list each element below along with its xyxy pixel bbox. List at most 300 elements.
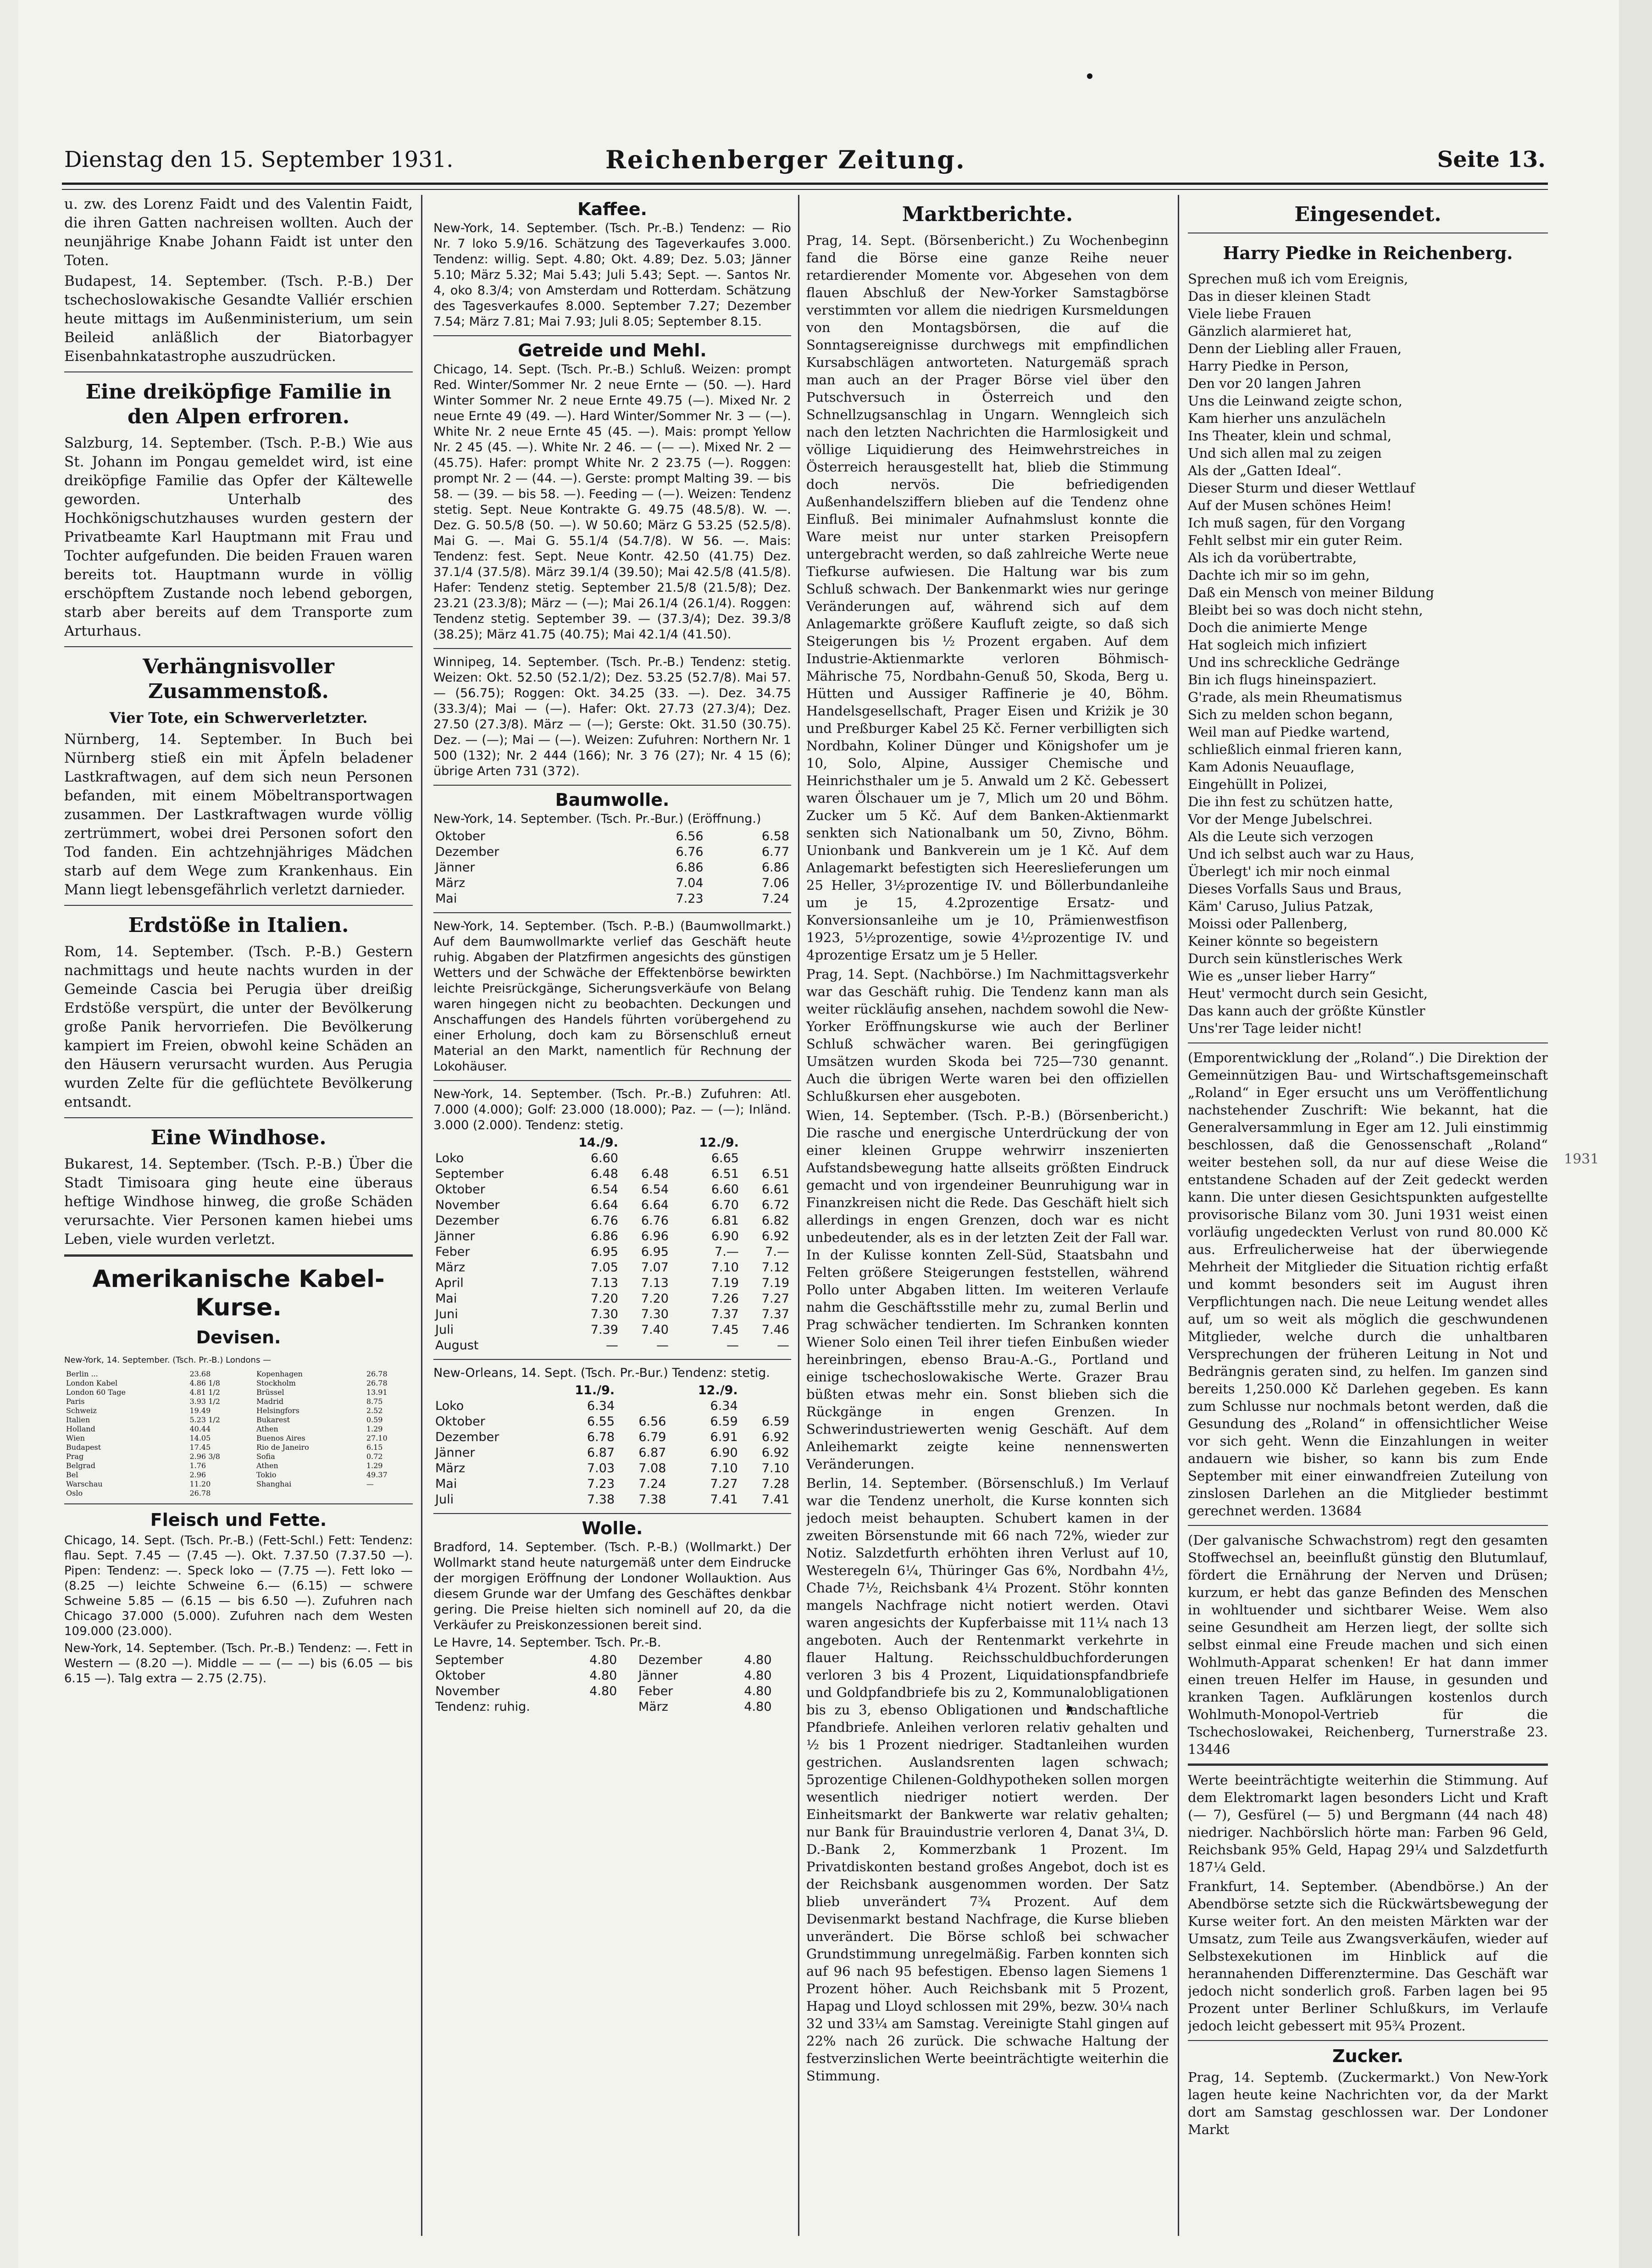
price-table <box>433 1383 791 1508</box>
poem-line: Durch sein künstlerisches Werk <box>1188 951 1403 966</box>
divider <box>433 912 791 913</box>
table-cell: 6.65 <box>711 1151 739 1165</box>
table-cell: 40.44 <box>189 1425 211 1433</box>
table-row <box>433 1492 791 1508</box>
poem-line: Als die Leute sich verzogen <box>1188 829 1374 844</box>
market-text: Chicago, 14. Sept. (Tsch. Pr.-B.) Schluß. Weizen: prompt Red. Winter/Sommer Nr. 2 neue Ernte — (50. —). Hard Winter Sommer Nr. 2 neue Ernte 49.75 (—). Mixed Nr. 2 neue Ernte 49 (49. —). Hard Winter/Sommer Nr. 3 — (—). White Nr. 2 neue Ernte 45 (45. —). Mais: prompt Yellow Nr. 2 45 (45. —). White Nr. 2 46. — (— —). Mixed Nr. 2 — (45.75). Hafer: prompt White Nr. 2 23.75 (—). Roggen: prompt Nr. 2 — (44. —). Gerste: prompt Malting 39. — bis 58. — (39. — bis 58. —). Feeding — (—). Weizen: Tendenz stetig. Sept. Neue Kontrakte G. 49.75 (48.5/8). W. —. Dez. G. 50.5/8 (50. —). W 50.60; März G 53.25 (52.5/8). Mai G. —. Mai G. 55.1/4 (54.7/8). W 56. —. Mais: Tendenz: fest. Sept. Neue Kontr. 42.50 (41.75) Dez. 37.1/4 (37.5/8). März 39.1/4 (39.50); Mai 42.5/8 (41.5/8). Hafer: Tendenz stetig. September 21.5/8 (21.5/8); Dez. 23.21 (23.3/8); März — (—); Mai 26.1/4 (26.1/4). Roggen: Tendenz stetig. September 39. — (37.3/4); Dez. 39.3/8 (38.25); März 41.75 (40.75); Mai 42.1/4 (41.50). <box>433 362 791 642</box>
newspaper-page <box>18 0 1634 2268</box>
notice-roland: (Emporentwicklung der „Roland“.) Die Direktion der Gemeinnützigen Bau- und Wirtschaftsgemeinschaft „Roland“ in Eger ersucht uns um Veröffentlichung nachstehender Zuschrift: Wie bekannt, hat die Generalversammlung in Eger am 12. Juli einstimmig beschlossen, daß die Genossenschaft „Roland“ weiter bestehen soll, da nur auf diese Weise die entstandene Schaden auf der Zeit gedeckt werden kann. Die unter diesen Gesichtspunkten aufgestellte provisorische Bilanz vom 30. Juni 1931 weist einen vorläufig ungedeckten Verlust von rund 80.000 Kč aus. Erfreulicherweise hat der überwiegende Mehrheit der Mitglieder die Situation richtig erfaßt und kommt besonders seit im August ihren Verpflichtungen nach. Die neue Leitung wendet alles auf, um so weit als möglich die geschwundenen Mitglieder, welche durch die unhaltbaren Versprechungen der früheren Leitung in Not und Bedrängnis geraten sind, zu helfen. Im ganzen sind bereits 1,250.000 Kč Darlehen gegeben. Es kann zum Schlusse nur nochmals betont werden, daß die Gesundung des „Roland“ in offensichtlicher Weise vor sich geht. Wenn die Einzahlungen in weiter andauern wie bisher, so kann bis zum Ende September mit einer einwandfreien Zuteilung von zinslosen Darlehen an die Mitglieder bestimmt gerechnet werden. 13684 <box>1188 1050 1548 1519</box>
table-cell: 5.23 1/2 <box>189 1415 220 1424</box>
table-cell: Belgrad <box>66 1461 96 1470</box>
poem-title: Harry Piedke in Reichenberg. <box>1223 243 1513 263</box>
column-header: 12./9. <box>698 1383 738 1397</box>
poem-line: Dieses Vorfalls Saus und Braus, <box>1188 881 1402 897</box>
divider <box>64 905 413 906</box>
table-cell: 6.86 <box>676 860 704 875</box>
table-cell: 6.59 <box>761 1414 789 1429</box>
table-cell: 6.56 <box>676 829 704 843</box>
table-cell: 7.19 <box>761 1276 789 1290</box>
currency-table <box>64 1370 413 1498</box>
table-cell: 6.92 <box>761 1229 789 1243</box>
table-row <box>433 1244 791 1260</box>
table-cell: 8.75 <box>366 1397 383 1406</box>
table-cell: 4.81 1/2 <box>189 1388 220 1397</box>
quote-line: New-York, 14. September. (Tsch. Pr.-B.) Londons — <box>64 1355 272 1365</box>
divider <box>1188 1763 1548 1766</box>
section-heading: Getreide und Mehl. <box>518 340 707 360</box>
column-2 <box>433 195 791 2245</box>
divider <box>433 1513 791 1514</box>
poem-line: Käm' Caruso, Julius Patzak, <box>1188 898 1374 914</box>
table-cell: 6.48 <box>641 1167 669 1181</box>
table-cell <box>616 1398 668 1414</box>
table-cell: 6.95 <box>590 1245 618 1259</box>
table-cell: 7.46 <box>761 1323 789 1337</box>
table-cell: Rio de Janeiro <box>256 1443 309 1452</box>
column-3 <box>806 195 1169 2245</box>
table-cell: Buenos Aires <box>256 1434 305 1442</box>
table-cell: 6.76 <box>590 1214 618 1228</box>
table-cell: 6.81 <box>711 1214 739 1228</box>
table-cell: Oktober <box>435 1182 485 1197</box>
table-cell: November <box>435 1198 500 1212</box>
table-cell: 6.90 <box>711 1229 739 1243</box>
table-cell: 0.72 <box>366 1452 383 1461</box>
table-cell: 7.20 <box>590 1292 618 1306</box>
table-row <box>64 1370 413 1379</box>
table-row <box>433 1291 791 1307</box>
table-cell: 7.24 <box>761 892 789 906</box>
table-cell: 7.10 <box>761 1461 789 1475</box>
section-heading: Kaffee. <box>577 199 647 219</box>
table-row <box>433 1476 791 1492</box>
divider <box>1188 1525 1548 1526</box>
table-cell: 7.41 <box>710 1492 738 1507</box>
table-cell: Budapest <box>66 1443 101 1452</box>
market-text: New-Orleans, 14. Sept. (Tsch. Pr.-Bur.) Tendenz: stetig. <box>433 1366 770 1380</box>
table-cell: Juni <box>435 1307 458 1321</box>
market-report: Frankfurt, 14. September. (Abendbörse.) An der Abendbörse setzte sich die Rückwärtsbewegung der Kurse weiter fort. An den meisten Märkten war der Umsatz, zum Teile aus Zwangsverkäufen, wieder auf Selbstexekutionen im Hinblick auf die herannahenden Differenztermine. Das Geschäft war jedoch nicht sonderlich groß. Farben lagen bei 95 Prozent unter Berliner Schlußkurs, im Verlaufe jedoch leicht gebessert mit 95¾ Prozent. <box>1188 1879 1548 2034</box>
table-row <box>433 1275 791 1291</box>
margin-number: 1931 <box>1564 1151 1599 1167</box>
table-row <box>64 1489 413 1498</box>
table-cell: 4.86 1/8 <box>189 1379 220 1387</box>
table-row <box>433 860 791 876</box>
table-cell: Oktober <box>435 1669 485 1683</box>
table-cell: 7.12 <box>761 1260 789 1275</box>
table-cell: Loko <box>435 1399 464 1413</box>
divider <box>433 648 791 649</box>
table-cell: 6.58 <box>761 829 789 843</box>
table-cell: 7.03 <box>587 1461 615 1475</box>
market-report: Prag, 14. Sept. (Börsenbericht.) Zu Wochenbeginn fand die Börse eine ganze Reihe neuer retardierender Momente vor. Abgesehen von dem flauen Abschluß der New-Yorker Samstagbörse verstimmten vor allem die niedrigen Kursmeldungen von den Montagsbörsen, die auf die Sonntagsereignisse durchwegs mit empfindlichen Kursabschlägen antworteten. Naturgemäß sprach man auch an der Prager Börse viel über den Putschversuch in Österreich und den Schnellzugsanschlag in Ungarn. Wenngleich sich nach den letzten Nachrichten die Harmlosigkeit und völlige Liquidierung des Heimwehrstreiches in Österreich herausgestellt hat, blieb die Stimmung doch nervös. Die befriedigenden Außenhandelsziffern blieben auf die Tendenz ohne Einfluß. Bei minimaler Aufnahmslust konnte die Ware meist nur unter starken Preisopfern untergebracht werden, so daß zahlreiche Werte neue Tiefkurse aufwiesen. Die Haltung war bis zum Schluß schwach. Der Bankenmarkt wies nur geringe Veränderungen auf, während sich auf dem Anlagemarkte größere Kaufluft zeigte, so daß sich Steigerungen bis ½ Prozent ergaben. Auf dem Industrie-Aktienmarkte verloren Böhmisch-Mährische 75, Nordbahn-Genuß 50, Skoda, Berg u. Hütten und Aussiger Raffinerie je 40, Böhm. Handelsgesellschaft, Prager Eisen und Kriżik je 30 und Preßburger Kabel 25 Kč. Ferner verbilligten sich Nordbahn, Koliner Dünger und Königshofer um je 10, Solo, Alpine, Aussiger Chemische und Heinrichsthaler um je 5. Anwald um 2 Kč. Gebessert waren Ölschauer um je 7, Mlich um 20 und Böhm. Zucker um 5 Kč. Auf dem Banken-Aktienmarkt senkten sich Nationalbank um 50, Zivno, Böhm. Unionbank und Bankverein um je 1 Kč. Auf dem Anlagemarkt befestigten sich Heereslieferungen um 25 Heller, 3½prozentige IV. und Böllerbundanleihe um je 15, 4.2prozentige Ersatz- und Konversionsanleihe um je 10, Prämienwestfison 1923, 5½prozentige, sowie 4½prozentige IV. und 4prozentige Ersatz um je 5 Heller. <box>806 233 1169 963</box>
table-row <box>433 844 791 860</box>
poem-line: Uns die Leinwand zeigte schon, <box>1188 393 1403 409</box>
table-cell: 19.49 <box>189 1406 211 1415</box>
table-cell: London Kabel <box>66 1379 118 1387</box>
table-row <box>433 1461 791 1476</box>
table-cell: 6.60 <box>590 1151 618 1165</box>
header-rule-thin <box>62 189 1548 190</box>
table-cell: 7.04 <box>676 876 704 890</box>
table-cell: 6.55 <box>587 1414 615 1429</box>
poem-line: Dieser Sturm und dieser Wettlauf <box>1188 480 1415 496</box>
poem-line: Den vor 20 langen Jahren <box>1188 376 1361 391</box>
table-cell: Dezember <box>435 845 499 859</box>
table-cell: Athen <box>256 1425 278 1433</box>
table-cell: Shanghai <box>256 1480 292 1488</box>
table-cell: 7.10 <box>710 1461 738 1475</box>
market-text: Bradford, 14. September. (Tsch. P.-B.) (Wollmarkt.) Der Wollmarkt stand heute naturgemäß unter dem Eindrucke der morgigen Eröffnung der Londoner Wollauktion. Aus diesem Grunde war der Umfang des Geschäftes denkbar gering. Die Preise hielten sich nominell auf 20, da die Verkäufer zu Preiskonzessionen bereit sind. <box>433 1540 791 1632</box>
article-text: Nürnberg, 14. September. In Buch bei Nürnberg stieß ein mit Äpfeln beladener Lastkraftwagen, auf dem sich neun Personen befanden, mit einem Möbeltransportwagen zusammen. Der Lastkraftwagen wurde völlig zertrümmert, wobei drei Personen sofort den Tod fanden. Ein achtzehnjähriges Mädchen starb auf dem Wege zum Krankenhaus. Ein Mann liegt lebensgefährlich verletzt darnieder. <box>64 731 413 898</box>
article-text: Salzburg, 14. September. (Tsch. P.-B.) Wie aus St. Johann im Pongau gemeldet wird, ist eine dreiköpfige Familie das Opfer der Kältewelle geworden. Unterhalb des Hochkönigschutzhauses wurden gestern der Privatbeamte Karl Hauptmann mit Frau und Tochter aufgefunden. Die beiden Frauen waren bereits tot. Hauptmann wurde in völlig erschöpftem Zustande noch lebend geborgen, starb aber bereits auf dem Transporte zum Arturhaus. <box>64 435 413 639</box>
poem-line: Hat sogleich mich infiziert <box>1188 637 1367 653</box>
table-cell: März <box>638 1700 668 1714</box>
table-cell: 26.78 <box>366 1379 388 1387</box>
table-cell: 7.19 <box>711 1276 739 1290</box>
table-cell <box>741 1151 791 1166</box>
poem-line: Kam hierher uns anzulächeln <box>1188 410 1386 426</box>
table-cell <box>255 1489 365 1498</box>
table-cell: 7.13 <box>641 1276 669 1290</box>
article-budapest: Budapest, 14. September. (Tsch. P.-B.) Der tschechoslowakische Gesandte Valliér erschien heute mittags im Außenministerium, um sein Beileid anläßlich der Biatorbagyer Eisenbahnkatastrophe auszudrücken. <box>64 273 413 365</box>
page-header <box>64 147 1546 179</box>
table-cell: 7.13 <box>590 1276 618 1290</box>
column-header: 12./9. <box>699 1136 739 1150</box>
table-row <box>433 1198 791 1213</box>
divider <box>64 1117 413 1118</box>
poem-line: Als ich da vorübertrabte, <box>1188 550 1357 566</box>
column-header <box>620 1135 671 1151</box>
table-row <box>433 1338 791 1353</box>
table-row <box>64 1443 413 1452</box>
poem-line: Sich zu melden schon begann, <box>1188 707 1393 722</box>
table-cell: 6.95 <box>641 1245 669 1259</box>
table-cell: Prag <box>66 1452 84 1461</box>
table-cell: 6.90 <box>710 1446 738 1460</box>
table-cell: — <box>366 1480 374 1488</box>
table-cell: Helsingfors <box>256 1406 299 1415</box>
price-table <box>433 1652 791 1715</box>
table-cell: 7.40 <box>641 1323 669 1337</box>
table-cell: Tendenz: ruhig. <box>435 1700 530 1714</box>
article-heading: Eine Windhose. <box>150 1126 327 1149</box>
table-cell: August <box>435 1338 479 1353</box>
table-cell: 6.78 <box>587 1430 615 1444</box>
table-cell: 6.15 <box>366 1443 383 1452</box>
table-cell: 7.24 <box>638 1477 666 1491</box>
poem-line: Sprechen muß ich vom Ereignis, <box>1188 271 1408 287</box>
table-cell <box>740 1398 791 1414</box>
page-number: Seite 13. <box>1437 147 1546 172</box>
article-text: Bukarest, 14. September. (Tsch. P.-B.) Über die Stadt Timisoara ging heute eine überaus heftige Windhose hinweg, die große Schäden verursachte. Vier Personen kamen hiebei ums Leben, viele wurden verletzt. <box>64 1156 413 1248</box>
table-cell: März <box>435 1461 466 1475</box>
table-cell: Feber <box>435 1245 470 1259</box>
table-cell: 7.— <box>765 1245 789 1259</box>
section-heading: Amerikanische Kabel-Kurse. <box>92 1265 385 1321</box>
table-cell: 6.51 <box>761 1167 789 1181</box>
table-cell: 4.80 <box>744 1684 772 1698</box>
table-cell: 6.92 <box>761 1446 789 1460</box>
table-cell: 6.61 <box>761 1182 789 1197</box>
table-cell: Paris <box>66 1397 85 1406</box>
poem-line: Harry Piedke in Person, <box>1188 358 1349 374</box>
table-cell: 6.91 <box>710 1430 738 1444</box>
table-cell: 6.79 <box>638 1430 666 1444</box>
table-cell: 6.51 <box>711 1167 739 1181</box>
article-heading: Verhängnisvoller Zusammenstoß. <box>143 655 334 703</box>
table-cell: 14.05 <box>189 1434 211 1442</box>
scan-edge <box>1619 0 1652 2268</box>
table-cell: Stockholm <box>256 1379 296 1387</box>
table-row <box>64 1470 413 1480</box>
table-cell: 3.93 1/2 <box>189 1397 220 1406</box>
table-cell: 26.78 <box>189 1489 211 1497</box>
table-cell: 6.54 <box>641 1182 669 1197</box>
poem-line: Ich muß sagen, für den Vorgang <box>1188 515 1406 531</box>
table-row <box>64 1388 413 1397</box>
divider <box>433 1080 791 1081</box>
table-cell: 7.27 <box>710 1477 738 1491</box>
table-row <box>64 1452 413 1461</box>
divider <box>433 1359 791 1360</box>
table-cell: Mai <box>435 1477 457 1491</box>
market-text: New-York, 14. September. (Tsch. Pr.-Bur.) (Eröffnung.) <box>433 812 761 826</box>
table-cell: 4.80 <box>744 1700 772 1714</box>
table-cell: 1.29 <box>366 1461 383 1470</box>
table-cell: 7.27 <box>761 1292 789 1306</box>
table-cell: — <box>605 1338 618 1353</box>
table-cell: 7.38 <box>587 1492 615 1507</box>
table-header <box>433 1135 791 1151</box>
table-cell: 6.34 <box>710 1399 738 1413</box>
table-row <box>64 1461 413 1470</box>
table-header <box>433 1383 791 1398</box>
table-cell: 4.80 <box>589 1684 617 1698</box>
article-text: Rom, 14. September. (Tsch. P.-B.) Gestern nachmittags und heute nachts wurden in der Gemeinde Cascia bei Perugia über dreißig Erdstöße verspürt, die unter der Bevölkerung große Panik hervorriefen. Die Bevölkerung kampiert im Freien, obwohl keine Schäden an den Häusern verursacht wurden. Aus Perugia wurden Zelte für die geflüchtete Bevölkerung entsandt. <box>64 943 413 1110</box>
table-cell: 6.92 <box>761 1430 789 1444</box>
table-row <box>433 1213 791 1229</box>
poem-line: Keiner könnte so begeistern <box>1188 933 1379 949</box>
table-cell: 6.87 <box>587 1446 615 1460</box>
header-rule <box>62 183 1548 185</box>
table-cell: 7.30 <box>641 1307 669 1321</box>
section-heading: Marktberichte. <box>902 203 1073 226</box>
poem-line: Denn der Liebling aller Frauen, <box>1188 341 1402 356</box>
poem-line: Bin ich flugs hineinspaziert. <box>1188 672 1377 688</box>
table-cell: Bel <box>66 1470 78 1479</box>
article-heading: Eine dreiköpfige Familie in den Alpen erfroren. <box>85 380 392 428</box>
section-heading: Baumwolle. <box>555 790 670 810</box>
table-row <box>433 1668 791 1684</box>
poem-line: Die ihn fest zu schützen hatte, <box>1188 794 1393 810</box>
table-row <box>433 891 791 907</box>
poem <box>1188 270 1548 1037</box>
table-cell: Jänner <box>435 1229 475 1243</box>
table-cell: Brüssel <box>256 1388 284 1397</box>
column-header <box>433 1383 545 1398</box>
table-cell: 7.— <box>715 1245 739 1259</box>
article-heading: Erdstöße in Italien. <box>128 914 349 937</box>
table-cell: Schweiz <box>66 1406 97 1415</box>
table-cell: 7.37 <box>761 1307 789 1321</box>
table-row <box>64 1434 413 1443</box>
poem-line: Überlegt' ich mir noch einmal <box>1188 864 1390 879</box>
table-cell: Loko <box>435 1151 464 1165</box>
table-cell: 7.06 <box>761 876 789 890</box>
table-cell: Jänner <box>435 860 475 875</box>
table-cell: 6.86 <box>761 860 789 875</box>
section-heading: Zucker. <box>1332 2046 1403 2066</box>
market-report: Berlin, 14. September. (Börsenschluß.) Im Verlauf war die Tendenz unerholt, die Kurse konnten sich jedoch meist behaupten. Schubert kamen in der zweiten Börsenstunde mit 66 nach 72%, wieder zur Notiz. Salzdetfurth erhöhten ihren Verlust auf 10, Westeregeln 6¼, Thüringer Gas 6%, Nordbahn 4½, Chade 7½, Reichsbank 4¼ Prozent. Stöhr konnten mangels Nachfrage nicht notiert werden. Otavi waren angesichts der Kupferbaisse mit 11¼ nach 13 angeboten. Auch der Rentenmarkt verkehrte in flauer Haltung. Reichsschuldbuchforderungen verloren 3 bis 4 Prozent, Liquidationspfandbriefe und Goldpfandbriefe bis zu 2, Kommunalobligationen bis zu 3, ebenso Obligationen und landschaftliche Pfandbriefe. Anleihen verloren relativ gehalten und ½ bis 1 Prozent niedriger. Stadtanleihen wurden gestrichen. Auslandsrenten lagen schwach; 5prozentige Chilenen-Goldhypotheken sollen morgen wesentlich niedriger notiert werden. Der Einheitsmarkt der Bankwerte war relativ gehalten; nur Bank für Brauindustrie verloren 4, Danat 3¼, D. D.-Bank 2, Kommerzbank 1 Prozent. Im Privatdiskonten bestand großes Angebot, doch ist es der Reichsbank ausgenommen worden. Der Satz blieb unverändert 7¾ Prozent. Auf dem Devisenmarkt bestand Nachfrage, die Kurse blieben unverändert. Die Börse schloß bei schwacher Grundstimmung unregelmäßig. Farben konnten sich auf 96 nach 95 befestigen. Ebenso lagen Siemens 1 Prozent höher. Auch Reichsbank mit 5 Prozent, Hapag und Lloyd schlossen mit 29%, bezw. 30¼ nach 32 und 33¼ am Samstag. Vereinigte Stahl gingen auf 22% nach 26 zurück. Die schwache Haltung der festverzinslichen Werte beeinträchtigte weiterhin die Stimmung. <box>806 1475 1169 2084</box>
poem-line: Eingehüllt in Polizei, <box>1188 776 1328 792</box>
table-cell: 7.41 <box>761 1492 789 1507</box>
market-text: New-York, 14. September. (Tsch. P.-B.) (Baumwollmarkt.) Auf dem Baumwollmarkte verlief das Geschäft heute ruhig. Abgaben der Platzfirmen angesichts des günstigen Wetters und der Schwäche der Effektenbörse bewirkten leichte Preisrückgänge, Sicherungsverkäufe von Belang waren hingegen nicht zu beobachten. Deckungen und Anschaffungen des Handels führten vorübergehend zu einer Erholung, doch kam zu Börsenschluß erneut Material an den Markt, namentlich für Rechnung der Lokohäuser. <box>433 919 791 1074</box>
table-row <box>64 1406 413 1415</box>
table-cell: 7.23 <box>587 1477 615 1491</box>
table-cell: 6.77 <box>761 845 789 859</box>
table-cell: 6.87 <box>638 1446 666 1460</box>
column-header <box>740 1383 791 1398</box>
table-cell: 4.80 <box>744 1653 772 1667</box>
poem-line: Und ins schreckliche Gedränge <box>1188 654 1400 670</box>
table-cell: Mai <box>435 1292 457 1306</box>
divider <box>1188 2040 1548 2041</box>
section-subheading: Devisen. <box>196 1327 281 1347</box>
table-cell: November <box>435 1684 500 1698</box>
table-cell: September <box>435 1653 504 1667</box>
table-cell: 6.70 <box>711 1198 739 1212</box>
table-cell: 2.96 <box>189 1470 206 1479</box>
price-table <box>433 1135 791 1353</box>
table-cell: 6.76 <box>641 1214 669 1228</box>
market-report: Prag, 14. Septemb. (Zuckermarkt.) Von New-York lagen heute keine Nachrichten vor, da der Markt dort am Samstag geschlossen war. Der Londoner Markt <box>1188 2069 1548 2137</box>
table-cell: Tokio <box>256 1470 277 1479</box>
table-cell: 7.38 <box>638 1492 666 1507</box>
table-cell: 7.07 <box>641 1260 669 1275</box>
table-row <box>433 1652 791 1668</box>
table-cell: April <box>435 1276 464 1290</box>
table-cell: 11.20 <box>189 1480 211 1488</box>
column-divider <box>1178 195 1179 2236</box>
table-cell: Wien <box>66 1434 85 1442</box>
article-subheading: Vier Tote, ein Schwerverletzter. <box>109 709 368 726</box>
market-text: Chicago, 14. Sept. (Tsch. Pr.-B.) (Fett-Schl.) Fett: Tendenz: flau. Sept. 7.45 — (7.45 —). Okt. 7.37.50 (7.37.50 —). Pipen: Tendenz: —. Speck loko — (7.75 —). Fett loko — (8.25 —) leichte Schweine 6.— (6.15) — schwere Schweine 5.85 — (6.15 — bis 6.50 —). Zufuhren nach Chicago 37.000 (5.000). Zufuhren nach dem Westen 109.000 (23.000). <box>64 1534 413 1638</box>
table-cell: Jänner <box>435 1446 475 1460</box>
table-cell: 7.39 <box>590 1323 618 1337</box>
table-cell: 27.10 <box>366 1434 388 1442</box>
table-cell: London 60 Tage <box>66 1388 126 1397</box>
table-cell: 6.72 <box>761 1198 789 1212</box>
section-heading: Wolle. <box>582 1518 643 1538</box>
table-cell: — <box>777 1338 789 1353</box>
table-cell: 4.80 <box>589 1669 617 1683</box>
table-cell <box>620 1151 671 1166</box>
table-cell: 4.80 <box>589 1653 617 1667</box>
divider <box>433 785 791 786</box>
table-row <box>64 1425 413 1434</box>
poem-line: Wie es „unser lieber Harry“ <box>1188 968 1376 984</box>
poem-line: Dachte ich mir so im gehn, <box>1188 567 1370 583</box>
column-header <box>741 1135 791 1151</box>
poem-line: G'rade, als mein Rheumatismus <box>1188 689 1402 705</box>
table-row <box>64 1397 413 1406</box>
poem-line: Uns'rer Tage leider nicht! <box>1188 1020 1363 1036</box>
table-cell: 2.52 <box>366 1406 383 1415</box>
market-text: Winnipeg, 14. September. (Tsch. Pr.-B.) Tendenz: stetig. Weizen: Okt. 52.50 (52.1/2); Dez. 53.25 (52.7/8). Mai 57. — (56.75); Roggen: Okt. 34.25 (33. —). Dez. 34.75 (33.3/4); Mai — (—). Hafer: Okt. 27.73 (27.3/4); Dez. 27.50 (27.3/8). März — (—); Gerste: Okt. 31.50 (30.75). Dez. — (—); Mai — (—). Weizen: Zufuhren: Northern Nr. 1 500 (132); Nr. 2 444 (166); Nr. 3 76 (27); Nr. 4 15 (6); übrige Arten 731 (372). <box>433 655 791 778</box>
table-cell: 6.34 <box>587 1399 615 1413</box>
article-continuation: u. zw. des Lorenz Faidt und des Valentin Faidt, die ihren Gatten nachreisen wollten. Auch der neunjährige Knabe Johann Faidt ist unter den Toten. <box>64 196 413 269</box>
section-heading: Fleisch und Fette. <box>150 1510 327 1530</box>
table-cell: 6.86 <box>590 1229 618 1243</box>
price-table <box>433 829 791 907</box>
poem-line: Ins Theater, klein und schmal, <box>1188 428 1392 444</box>
divider <box>64 1503 413 1504</box>
market-report: Prag, 14. Sept. (Nachbörse.) Im Nachmittagsverkehr war das Geschäft ruhig. Die Tendenz kann man als weiter rückläufig ansehen, nachdem sowohl die New-Yorker Eröffnungskurse wie auch der Berliner Schluß schwächer waren. Bei geringfügigen Umsätzen wurden Skoda bei 725—730 genannt. Auch die übrigen Werte waren bei den offiziellen Schlußkursen eher ausgeboten. <box>806 966 1169 1104</box>
table-row <box>433 876 791 891</box>
table-cell <box>365 1489 413 1498</box>
table-cell: 7.08 <box>638 1461 666 1475</box>
table-cell: Dezember <box>435 1430 499 1444</box>
table-row <box>433 1260 791 1275</box>
column-4 <box>1188 195 1548 2245</box>
market-text: New-York, 14. September. (Tsch. Pr.-B.) Tendenz: —. Fett in Western — (8.20 —). Middle — — (— —) bis (6.05 — bis 6.15 —). Talg extra — 2.75 (2.75). <box>64 1641 413 1686</box>
table-cell: 6.48 <box>590 1167 618 1181</box>
poem-line: Vor der Menge Jubelschrei. <box>1188 811 1373 827</box>
table-cell: September <box>435 1167 504 1181</box>
table-cell: 7.30 <box>590 1307 618 1321</box>
table-cell: 6.54 <box>590 1182 618 1197</box>
table-row <box>433 1414 791 1430</box>
table-cell: Athen <box>256 1461 278 1470</box>
table-cell: 49.37 <box>366 1470 388 1479</box>
table-cell: 2.96 3/8 <box>189 1452 220 1461</box>
table-row <box>64 1415 413 1425</box>
table-cell: 6.56 <box>638 1414 666 1429</box>
advertisement: (Der galvanische Schwachstrom) regt den gesamten Stoffwechsel an, beeinflußt günstig den Blutumlauf, fördert die Ernährung der Nerven und Drüsen; kurzum, er hebt das ganze Befinden des Menschen in wohltuender und sichtbarer Weise. Wem also seine Gesundheit am Herzen liegt, der sollte sich selbst einmal eine Freude machen und sich einen Wohlmuth-Apparat schenken! Er hat dann immer einen treuen Helfer im Hause, in gesunden und kranken Tagen. Aufklärungen kostenlos durch Wohlmuth-Monopol-Vertrieb für die Tschechoslowakei, Reichenberg, Turnerstraße 23. 13446 <box>1188 1532 1548 1757</box>
table-row <box>433 1151 791 1166</box>
divider <box>433 335 791 336</box>
table-cell: Kopenhagen <box>256 1370 303 1378</box>
poem-line: Auf der Musen schönes Heim! <box>1188 498 1392 513</box>
column-header <box>616 1383 668 1398</box>
poem-line: Fehlt selbst mir ein guter Reim. <box>1188 532 1403 548</box>
header-date: Dienstag den 15. September 1931. <box>64 147 454 172</box>
column-header: 11./9. <box>575 1383 615 1397</box>
table-cell: 6.59 <box>710 1414 738 1429</box>
table-cell: 7.37 <box>711 1307 739 1321</box>
table-cell: Oktober <box>435 1414 485 1429</box>
table-cell: 7.20 <box>641 1292 669 1306</box>
table-cell: Feber <box>638 1684 673 1698</box>
table-cell: Berlin ... <box>66 1370 98 1378</box>
table-cell: Italien <box>66 1415 90 1424</box>
market-report: Wien, 14. September. (Tsch. P.-B.) (Börsenbericht.) Die rasche und energische Unterdrückung der von einer kleinen Gruppe wehrwirr inszenierten Aufstandsbewegung hatte allseits größten Eindruck gemacht und von irgendeiner Beunruhigung war in Finanzkreisen nicht die Rede. Das Geschäft hielt sich allerdings in engen Grenzen, doch war es nicht unbedeutender, als es in der letzten Zeit der Fall war. In der Kulisse konnten Zell-Süd, Staatsbahn und Felten größere Steigerungen feststellen, während Pollo unter Abgaben litten. Im weiteren Verlaufe nahm die Geschäftsstille mehr zu, zumal Berlin und Prag schwächer tendierten. Im Schranken konnten Wiener Solo einen Teil ihrer tiefen Einbußen wieder hereinbringen, ebenso Brau-A.-G., Portland und einige tschechoslowakische Werte. Grazer Brau büßten etwas mehr ein. Sonst blieben sich die Rückgänge in engen Grenzen. In Schwerindustriewerten wenig Geschäft. Auf dem Anleihemarkt zeigte keine nennenswerten Veränderungen. <box>806 1108 1169 1472</box>
table-cell: 7.05 <box>590 1260 618 1275</box>
market-report: Werte beeinträchtigte weiterhin die Stimmung. Auf dem Elektromarkt lagen besonders Licht und Kraft (— 7), Gesfürel (— 5) und Bergmann (44 nach 48) niedriger. Nachbörslich hörte man: Farben 96 Geld, Reichsbank 95% Geld, Hapag 29¼ und Salzdetfurth 187¼ Geld. <box>1188 1772 1548 1875</box>
table-cell: 7.10 <box>711 1260 739 1275</box>
table-cell: 1.76 <box>189 1461 206 1470</box>
column-1 <box>64 195 413 2245</box>
poem-line: Heut' vermocht durch sein Gesicht, <box>1188 986 1428 1001</box>
poem-line: Als der „Gatten Ideal“. <box>1188 463 1342 478</box>
table-cell: Dezember <box>435 1214 499 1228</box>
table-cell: Bukarest <box>256 1415 290 1424</box>
table-row <box>433 1182 791 1198</box>
table-cell: 17.45 <box>189 1443 211 1452</box>
table-cell: 6.60 <box>711 1182 739 1197</box>
table-row <box>433 829 791 844</box>
